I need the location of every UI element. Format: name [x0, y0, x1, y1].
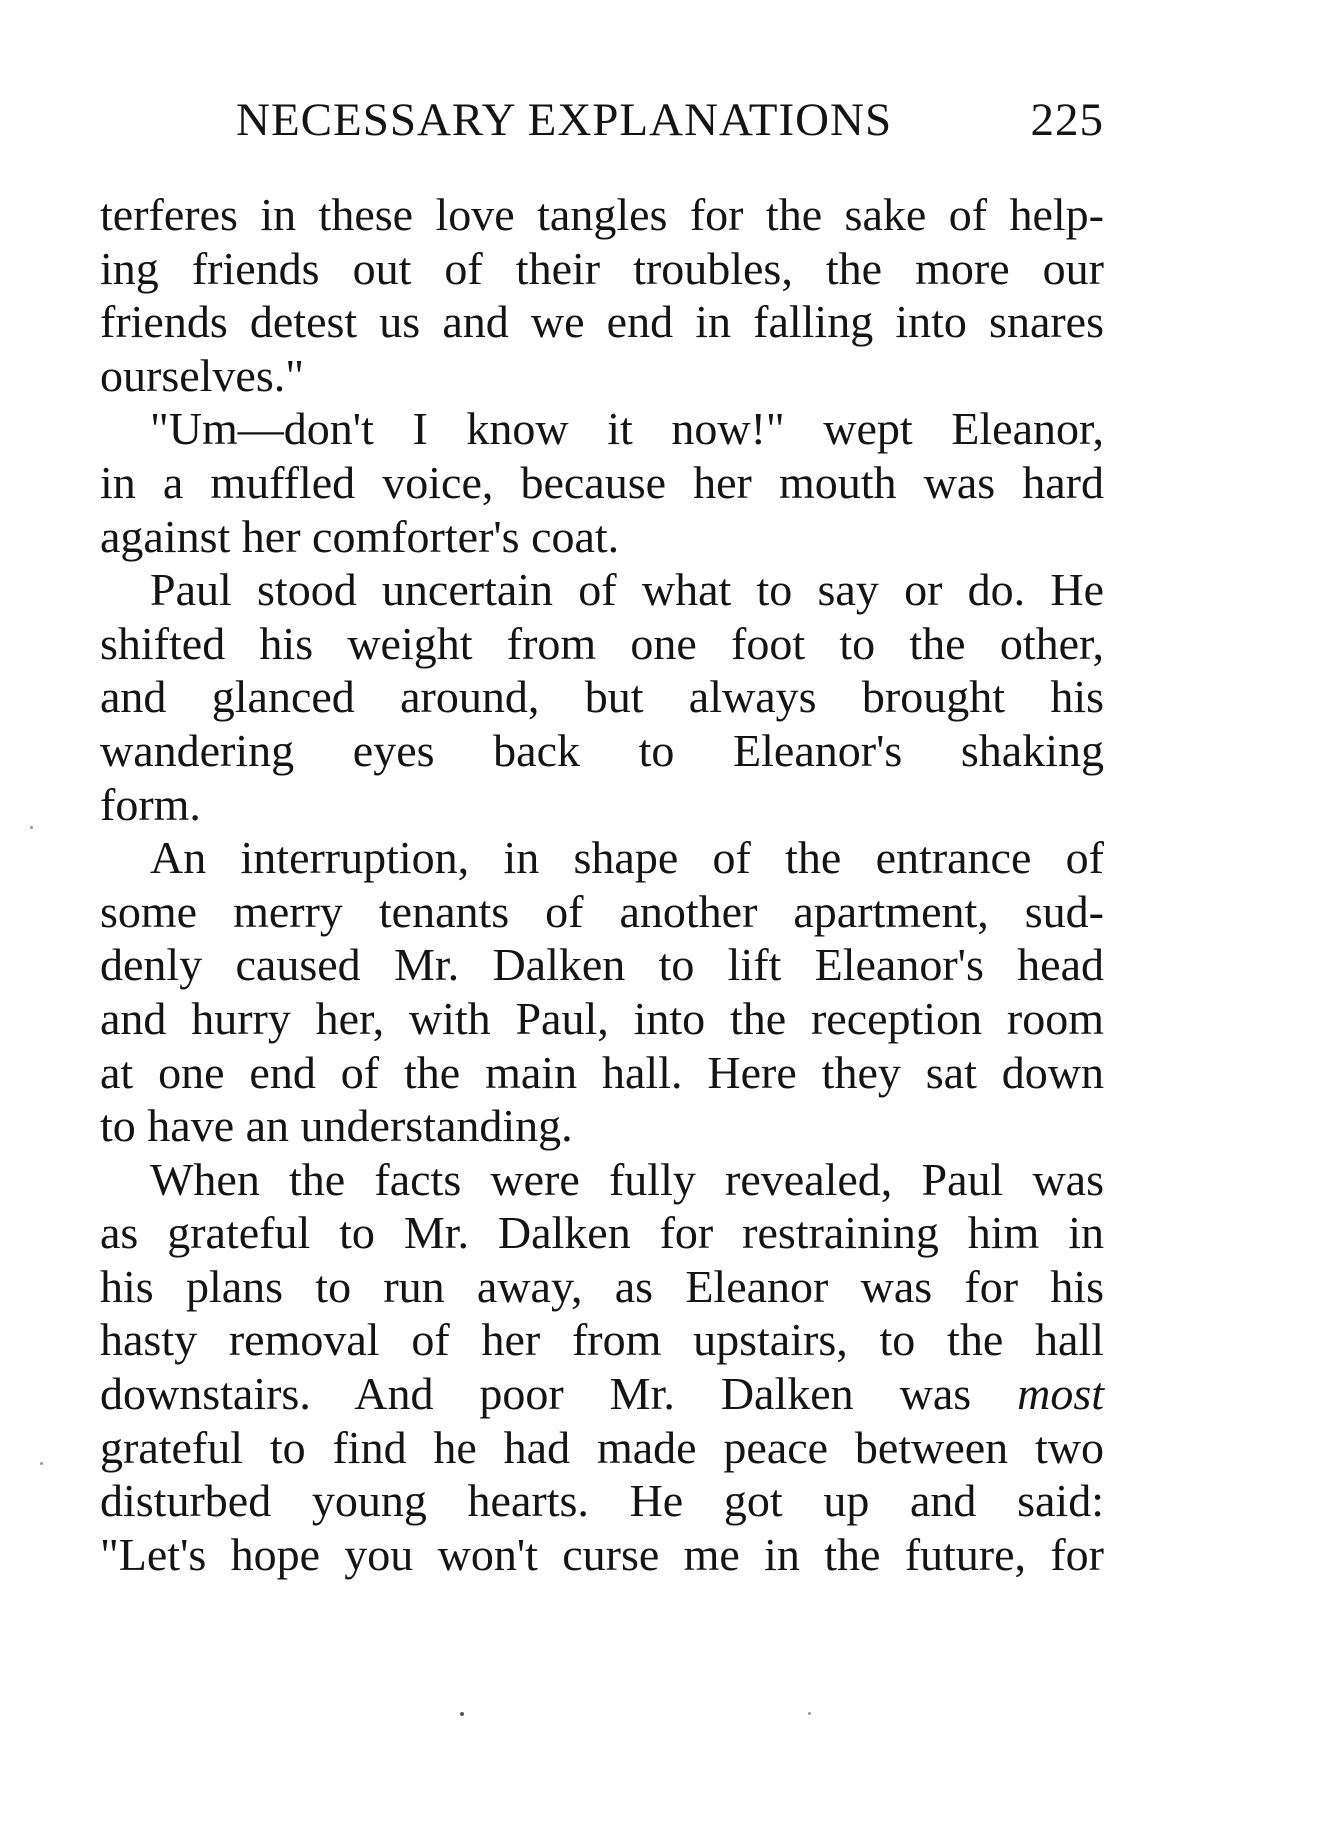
- text-line: hasty removal of her from upstairs, to the hall: [100, 1314, 1104, 1366]
- emphasized-word: most: [1017, 1368, 1104, 1420]
- text-line: disturbed young hearts. He got up and said:: [100, 1475, 1104, 1527]
- text-line: as grateful to Mr. Dalken for restraining him in: [100, 1207, 1104, 1259]
- text-line: ourselves.": [100, 349, 305, 401]
- running-head: [236, 92, 1104, 148]
- text-line: against her comforter's coat.: [100, 510, 620, 562]
- paper-speck: [460, 1712, 464, 1716]
- paragraph-first-line: Paul stood uncertain of what to say or do. He: [150, 564, 1104, 616]
- paragraph-first-line: When the facts were fully revealed, Paul was: [150, 1153, 1104, 1205]
- text-line: at one end of the main hall. Here they sat down: [100, 1046, 1104, 1098]
- text-line: in a muffled voice, because her mouth was hard: [100, 456, 1104, 508]
- text-line: "Let's hope you won't curse me in the future, for: [100, 1528, 1104, 1580]
- text-line: wandering eyes back to Eleanor's shaking: [100, 724, 1104, 776]
- paper-speck: [808, 1712, 811, 1715]
- text-line: terferes in these love tangles for the sake of help-: [100, 189, 1104, 240]
- text-line: ing friends out of their troubles, the more our: [100, 242, 1104, 294]
- text-line: shifted his weight from one foot to the other,: [100, 617, 1104, 669]
- text-line: friends detest us and we end in falling into snares: [100, 296, 1104, 348]
- paper-speck: [30, 826, 33, 829]
- page-number: 225: [1030, 94, 1104, 146]
- text-line: denly caused Mr. Dalken to lift Eleanor's head: [100, 939, 1104, 991]
- paper-speck: [40, 1462, 43, 1465]
- text-segment: downstairs. And poor Mr. Dalken was: [100, 1368, 972, 1420]
- text-line: and hurry her, with Paul, into the reception room: [100, 992, 1104, 1044]
- text-line: grateful to find he had made peace between two: [100, 1421, 1104, 1473]
- text-line: to have an understanding.: [100, 1100, 573, 1152]
- text-line: form.: [100, 778, 201, 830]
- text-line-with-emphasis: [100, 1367, 1104, 1421]
- text-line: his plans to run away, as Eleanor was for his: [100, 1260, 1104, 1312]
- text-line: some merry tenants of another apartment, sud-: [100, 885, 1104, 937]
- paragraph-first-line: An interruption, in shape of the entrance of: [150, 832, 1104, 884]
- text-line: and glanced around, but always brought his: [100, 671, 1104, 723]
- paragraph-first-line: "Um—don't I know it now!" wept Eleanor,: [150, 403, 1104, 455]
- body-text: [100, 188, 1104, 1581]
- chapter-title: NECESSARY EXPLANATIONS: [236, 94, 893, 146]
